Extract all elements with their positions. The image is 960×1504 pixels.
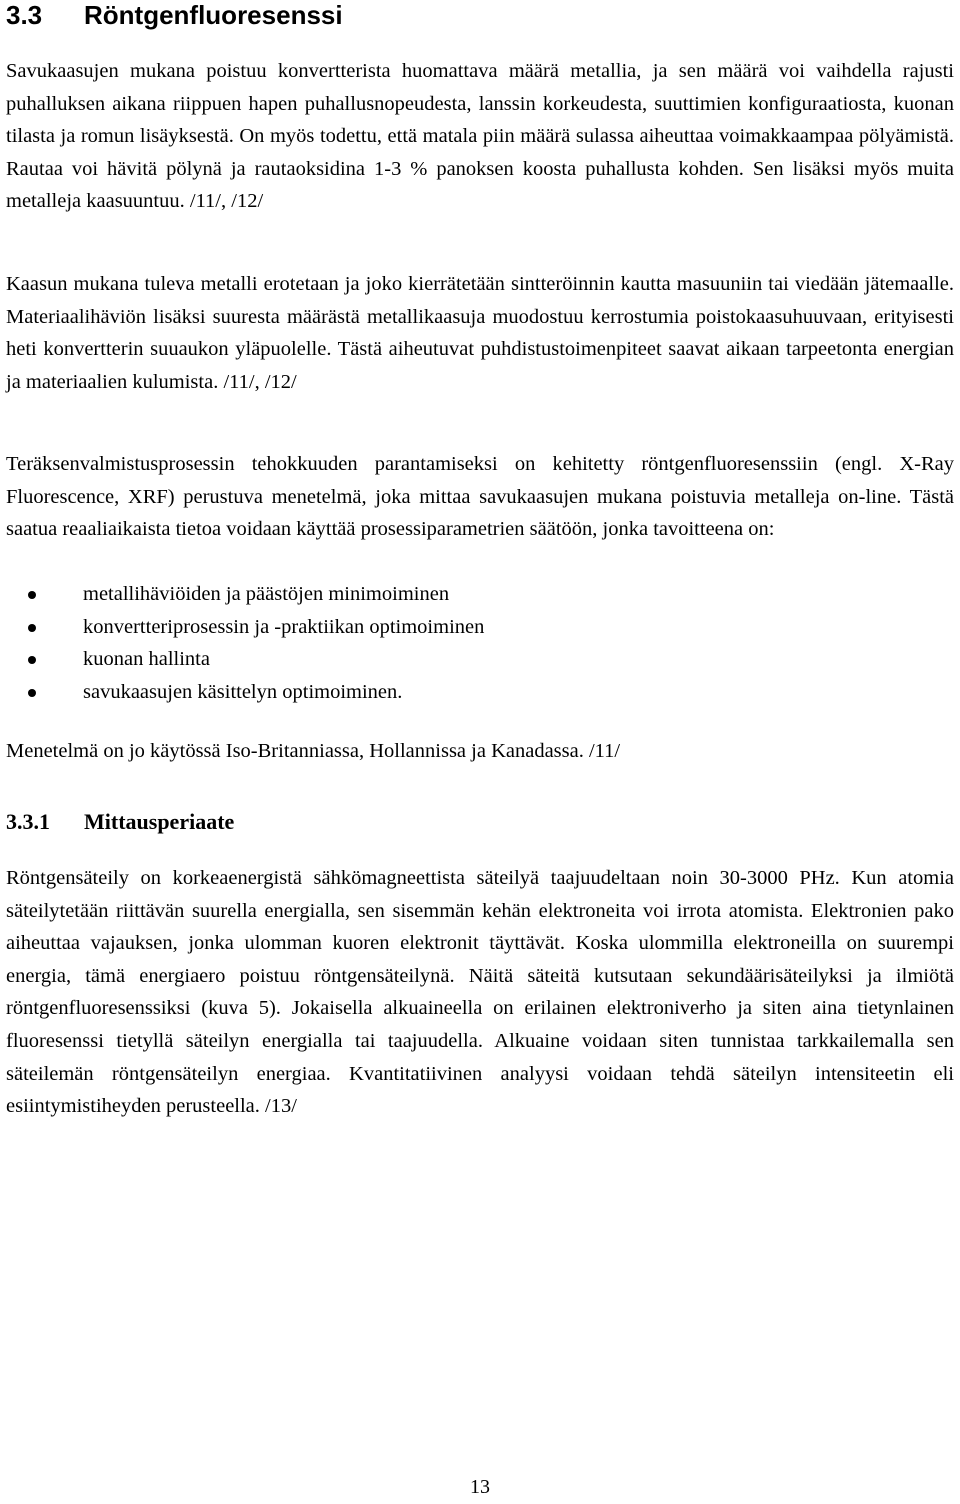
- section-heading: [6, 0, 343, 30]
- list-item: savukaasujen käsittelyn optimoiminen.: [6, 676, 954, 709]
- paragraph-xrf-method: Teräksenvalmistusprosessin tehokkuuden parantamiseksi on kehitetty röntgenfluoresenssiin (engl. X-Ray Fluorescence, XRF) perustuva menetelmä, joka mittaa savukaasujen mukana poistuvia metalleja on-line. Tästä saatua reaaliaikaista tietoa voidaan käyttää prosessiparametrien säätöön, jonka tavoitteena on:: [6, 453, 954, 541]
- subsection-title: Mittausperiaate: [84, 809, 235, 834]
- page-number: 13: [470, 1476, 490, 1498]
- subsection-heading: [6, 806, 234, 838]
- paragraph-measurement-principle: Röntgensäteily on korkeaenergistä sähkömagneettista säteilyä taajuudeltaan noin 30-3000 PHz. Kun atomia säteilytetään riittävän suurella energialla, sen sisemmän kehän elektroneita voi irrota atomista. Elektronien pako aiheuttaa vajauksen, jonka ulomman kuoren elektronit täyttävät. Koska ulommilla elektroneilla on suurempi energia, tämä energiaero poistuu röntgensäteilynä. Näitä säteitä kutsutaan sekundäärisäteilyksi ja ilmiötä röntgenfluoresenssiksi (kuva 5). Jokaisella alkuaineella on erilainen elektroniverho ja siten aina tietynlainen fluoresenssi tietyllä säteilyn energialla tai taajuudella. Alkuaine voidaan siten tunnistaa tarkkailemalla sen säteilemän röntgensäteilyn energiaa. Kvantitatiivinen analyysi voidaan tehdä säteilyn intensiteetin eli esiintymistiheyden perusteella. /13/: [6, 867, 954, 1118]
- section-title: Röntgenfluoresenssi: [84, 0, 343, 30]
- section-number: 3.3: [6, 0, 43, 30]
- paragraph-metal-recovery: Kaasun mukana tuleva metalli erotetaan ja joko kierrätetään sintteröinnin kautta masuuniin tai viedään jätemaalle. Materiaalihäviön lisäksi suuresta määrästä metallikaasuja muodostuu kerrostumia poistokaasuhuuvaan, erityisesti heti konvertterin suuaukon yläpuolelle. Tästä aiheutuvat puhdistustoimenpiteet saavat aikaan tarpeetonta energian ja materiaalien kulumista. /11/, /12/: [6, 273, 954, 393]
- paragraph-usage: Menetelmä on jo käytössä Iso-Britanniassa, Hollannissa ja Kanadassa. /11/: [6, 740, 621, 762]
- list-item: konvertteriprosessin ja -praktiikan optimoiminen: [6, 611, 954, 644]
- subsection-number: 3.3.1: [6, 809, 50, 834]
- list-item: kuonan hallinta: [6, 643, 954, 676]
- list-item: metallihäviöiden ja päästöjen minimoiminen: [6, 578, 954, 611]
- objectives-list: [6, 578, 954, 708]
- paragraph-intro: Savukaasujen mukana poistuu konvertterista huomattava määrä metallia, ja sen määrä voi vaihdella rajusti puhalluksen aikana riippuen hapen puhallusnopeudesta, lanssin korkeudesta, suuttimien konfiguraatiosta, kuonan tilasta ja romun lisäyksestä. On myös todettu, että matala piin määrä sulassa aiheuttaa voimakkaampaa pölyämistä. Rautaa voi hävitä pölynä ja rautaoksidina 1-3 % panoksen koosta puhallusta kohden. Sen lisäksi myös muita metalleja kaasuuntuu. /11/, /12/: [6, 60, 954, 213]
